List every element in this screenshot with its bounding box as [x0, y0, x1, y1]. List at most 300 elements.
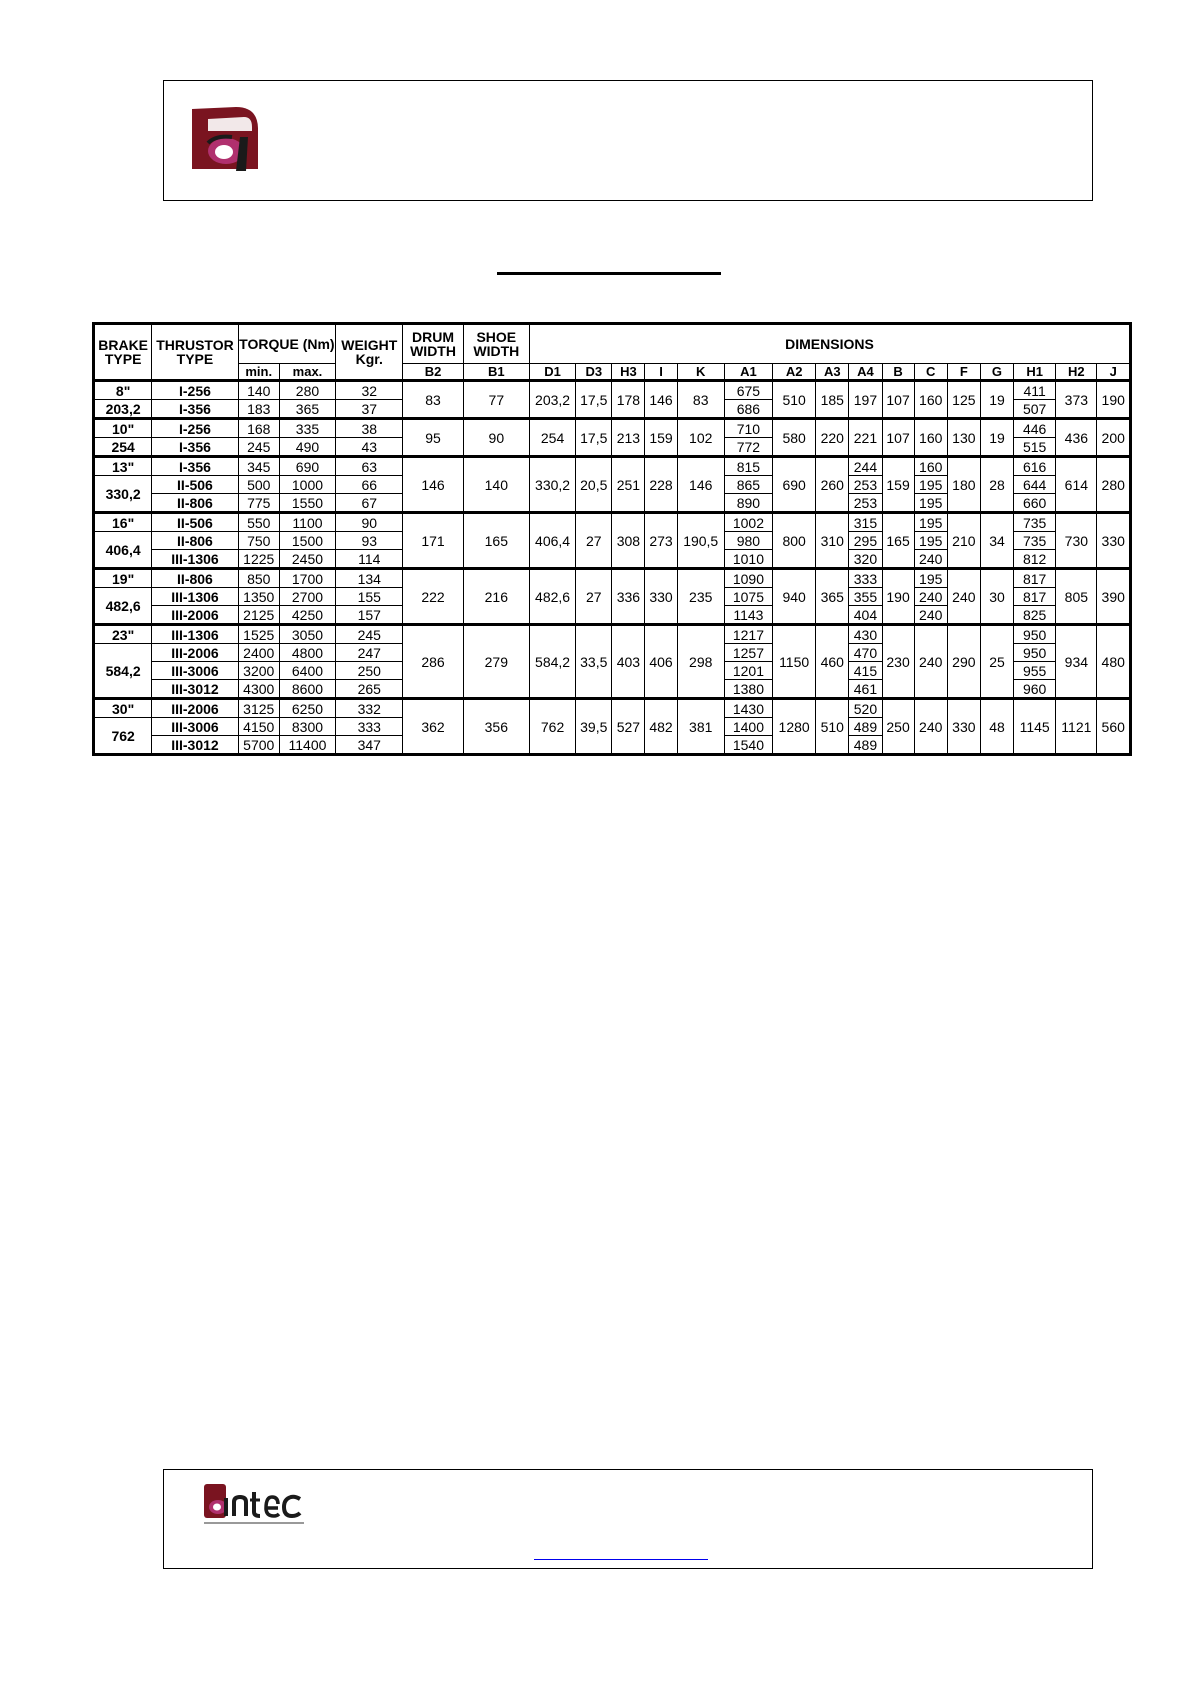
- dim-a4-cell: 315: [849, 513, 882, 532]
- dim-h3-cell: 178: [612, 381, 645, 419]
- dim-c-cell: 195: [914, 513, 947, 532]
- brake-group: [94, 625, 1131, 699]
- brake-size-mm: 584,2: [94, 644, 152, 699]
- antec-a-logo-icon: [186, 101, 263, 176]
- weight-cell: 90: [336, 513, 403, 532]
- dim-k-cell: 381: [677, 699, 724, 755]
- header-b1: B1: [463, 364, 529, 381]
- dim-h2-cell: 934: [1056, 625, 1097, 699]
- dim-a1-cell: 710: [724, 419, 772, 438]
- table-row: [94, 513, 1131, 532]
- brake-size-mm: 762: [94, 718, 152, 755]
- weight-cell: 157: [336, 606, 403, 625]
- dim-a4-cell: 333: [849, 569, 882, 588]
- torque-min-cell: 1525: [238, 625, 279, 644]
- thrustor-type-cell: III-3006: [152, 718, 238, 736]
- dim-h2-cell: 1121: [1056, 699, 1097, 755]
- torque-min-cell: 750: [238, 532, 279, 550]
- brake-size-inch: 19": [94, 569, 152, 588]
- header-dim-i: I: [645, 364, 677, 381]
- dim-a1-cell: 686: [724, 400, 772, 419]
- table-row: [94, 625, 1131, 644]
- dim-a3-cell: 185: [816, 381, 849, 419]
- weight-cell: 67: [336, 494, 403, 513]
- header-dim-d3: D3: [576, 364, 612, 381]
- thrustor-type-cell: I-256: [152, 419, 238, 438]
- brake-size-inch: 23": [94, 625, 152, 644]
- torque-max-cell: 490: [279, 438, 335, 457]
- weight-cell: 63: [336, 457, 403, 476]
- dim-k-cell: 298: [677, 625, 724, 699]
- brake-group: [94, 513, 1131, 569]
- dim-i-cell: 330: [645, 569, 677, 625]
- dim-b-cell: 107: [882, 419, 914, 457]
- torque-min-cell: 3200: [238, 662, 279, 680]
- torque-max-cell: 1550: [279, 494, 335, 513]
- dim-b-cell: 165: [882, 513, 914, 569]
- dim-a4-cell: 295: [849, 532, 882, 550]
- dim-a3-cell: 220: [816, 419, 849, 457]
- dim-a4-cell: 470: [849, 644, 882, 662]
- dim-a2-cell: 1150: [773, 625, 816, 699]
- dim-b1-cell: 356: [463, 699, 529, 755]
- torque-max-cell: 4800: [279, 644, 335, 662]
- thrustor-type-cell: III-1306: [152, 625, 238, 644]
- dim-b2-cell: 171: [403, 513, 463, 569]
- thrustor-type-cell: II-806: [152, 494, 238, 513]
- dim-h1-cell: 960: [1014, 680, 1056, 699]
- brake-size-mm: 406,4: [94, 532, 152, 569]
- dim-d3-cell: 33,5: [576, 625, 612, 699]
- header-dim-a3: A3: [816, 364, 849, 381]
- weight-cell: 38: [336, 419, 403, 438]
- dim-h3-cell: 213: [612, 419, 645, 457]
- dim-h3-cell: 308: [612, 513, 645, 569]
- dim-h1-cell: 1145: [1014, 699, 1056, 755]
- weight-cell: 347: [336, 736, 403, 755]
- dim-a2-cell: 1280: [773, 699, 816, 755]
- thrustor-type-cell: II-806: [152, 532, 238, 550]
- dim-g-cell: 19: [980, 419, 1013, 457]
- dim-a1-cell: 772: [724, 438, 772, 457]
- dim-d3-cell: 39,5: [576, 699, 612, 755]
- dim-a1-cell: 1217: [724, 625, 772, 644]
- dim-a3-cell: 460: [816, 625, 849, 699]
- torque-min-cell: 1350: [238, 588, 279, 606]
- torque-min-cell: 4150: [238, 718, 279, 736]
- thrustor-type-cell: III-2006: [152, 699, 238, 718]
- dim-a4-cell: 244: [849, 457, 882, 476]
- dim-a1-cell: 1201: [724, 662, 772, 680]
- dim-h1-cell: 817: [1014, 588, 1056, 606]
- dim-g-cell: 34: [980, 513, 1013, 569]
- dim-d3-cell: 27: [576, 569, 612, 625]
- dim-d1-cell: 330,2: [529, 457, 575, 513]
- torque-min-cell: 183: [238, 400, 279, 419]
- thrustor-type-cell: II-506: [152, 476, 238, 494]
- dim-a1-cell: 1002: [724, 513, 772, 532]
- header-thrustor-type: THRUSTOR TYPE: [152, 324, 238, 381]
- footer-box: [163, 1469, 1093, 1569]
- dim-a4-cell: 253: [849, 476, 882, 494]
- dim-d1-cell: 482,6: [529, 569, 575, 625]
- torque-max-cell: 365: [279, 400, 335, 419]
- dim-a1-cell: 1075: [724, 588, 772, 606]
- dim-g-cell: 25: [980, 625, 1013, 699]
- dim-a4-cell: 253: [849, 494, 882, 513]
- dim-k-cell: 190,5: [677, 513, 724, 569]
- torque-min-cell: 140: [238, 381, 279, 400]
- thrustor-type-cell: I-356: [152, 457, 238, 476]
- torque-max-cell: 690: [279, 457, 335, 476]
- thrustor-type-cell: III-1306: [152, 588, 238, 606]
- dim-a4-cell: 489: [849, 718, 882, 736]
- weight-cell: 332: [336, 699, 403, 718]
- dim-d1-cell: 254: [529, 419, 575, 457]
- dim-a2-cell: 690: [773, 457, 816, 513]
- dim-h1-cell: 411: [1014, 381, 1056, 400]
- table-row: [94, 699, 1131, 718]
- dim-h3-cell: 403: [612, 625, 645, 699]
- dim-c-cell: 160: [914, 381, 947, 419]
- dim-h1-cell: 507: [1014, 400, 1056, 419]
- header-torque-min: min.: [238, 364, 279, 381]
- weight-cell: 43: [336, 438, 403, 457]
- torque-min-cell: 550: [238, 513, 279, 532]
- header-dim-j: J: [1097, 364, 1131, 381]
- dim-d3-cell: 17,5: [576, 381, 612, 419]
- dim-a1-cell: 1090: [724, 569, 772, 588]
- header-dim-g: G: [980, 364, 1013, 381]
- dim-a4-cell: 430: [849, 625, 882, 644]
- torque-max-cell: 2700: [279, 588, 335, 606]
- header-torque-max: max.: [279, 364, 335, 381]
- dim-h1-cell: 817: [1014, 569, 1056, 588]
- dim-h1-cell: 735: [1014, 513, 1056, 532]
- torque-max-cell: 8300: [279, 718, 335, 736]
- dim-g-cell: 28: [980, 457, 1013, 513]
- header-weight: WEIGHT Kgr.: [336, 324, 403, 381]
- brake-size-mm: 254: [94, 438, 152, 457]
- brake-group: [94, 569, 1131, 625]
- dim-f-cell: 180: [947, 457, 980, 513]
- brake-size-mm: 330,2: [94, 476, 152, 513]
- torque-max-cell: 11400: [279, 736, 335, 755]
- weight-cell: 247: [336, 644, 403, 662]
- dim-f-cell: 290: [947, 625, 980, 699]
- dim-h1-cell: 660: [1014, 494, 1056, 513]
- header-b2: B2: [403, 364, 463, 381]
- brake-spec-table: [92, 322, 1132, 756]
- torque-min-cell: 500: [238, 476, 279, 494]
- dim-f-cell: 240: [947, 569, 980, 625]
- dim-a1-cell: 815: [724, 457, 772, 476]
- torque-max-cell: 335: [279, 419, 335, 438]
- dim-j-cell: 200: [1097, 419, 1131, 457]
- header-dim-b: B: [882, 364, 914, 381]
- dim-a4-cell: 415: [849, 662, 882, 680]
- header-torque: TORQUE (Nm): [238, 324, 335, 364]
- torque-min-cell: 245: [238, 438, 279, 457]
- dim-h3-cell: 336: [612, 569, 645, 625]
- dim-a1-cell: 1430: [724, 699, 772, 718]
- dim-a4-cell: 221: [849, 419, 882, 457]
- dim-d3-cell: 20,5: [576, 457, 612, 513]
- dim-i-cell: 159: [645, 419, 677, 457]
- weight-cell: 333: [336, 718, 403, 736]
- dim-j-cell: 480: [1097, 625, 1131, 699]
- torque-min-cell: 775: [238, 494, 279, 513]
- footer-link[interactable]: [534, 1540, 708, 1560]
- header-dimensions: DIMENSIONS: [529, 324, 1130, 364]
- dim-a1-cell: 1143: [724, 606, 772, 625]
- dim-h1-cell: 950: [1014, 644, 1056, 662]
- dim-f-cell: 130: [947, 419, 980, 457]
- dim-a2-cell: 580: [773, 419, 816, 457]
- dim-h1-cell: 812: [1014, 550, 1056, 569]
- torque-min-cell: 345: [238, 457, 279, 476]
- torque-max-cell: 8600: [279, 680, 335, 699]
- antec-wordmark-logo-icon: [202, 1480, 317, 1530]
- dim-c-cell: 240: [914, 625, 947, 699]
- thrustor-type-cell: II-806: [152, 569, 238, 588]
- dim-h1-cell: 825: [1014, 606, 1056, 625]
- dim-b-cell: 230: [882, 625, 914, 699]
- dim-c-cell: 160: [914, 457, 947, 476]
- dim-h2-cell: 730: [1056, 513, 1097, 569]
- thrustor-type-cell: II-506: [152, 513, 238, 532]
- dim-f-cell: 210: [947, 513, 980, 569]
- dim-b-cell: 107: [882, 381, 914, 419]
- thrustor-type-cell: I-256: [152, 381, 238, 400]
- dim-b1-cell: 77: [463, 381, 529, 419]
- torque-min-cell: 850: [238, 569, 279, 588]
- dim-f-cell: 330: [947, 699, 980, 755]
- dim-h2-cell: 805: [1056, 569, 1097, 625]
- dim-c-cell: 195: [914, 532, 947, 550]
- dim-a4-cell: 320: [849, 550, 882, 569]
- thrustor-type-cell: III-2006: [152, 606, 238, 625]
- torque-min-cell: 168: [238, 419, 279, 438]
- torque-max-cell: 6400: [279, 662, 335, 680]
- dim-a3-cell: 365: [816, 569, 849, 625]
- torque-max-cell: 1000: [279, 476, 335, 494]
- weight-cell: 66: [336, 476, 403, 494]
- header-dim-f: F: [947, 364, 980, 381]
- dim-c-cell: 160: [914, 419, 947, 457]
- header-dim-k: K: [677, 364, 724, 381]
- torque-max-cell: 4250: [279, 606, 335, 625]
- dim-h2-cell: 436: [1056, 419, 1097, 457]
- torque-max-cell: 1100: [279, 513, 335, 532]
- dim-h1-cell: 616: [1014, 457, 1056, 476]
- dim-d1-cell: 203,2: [529, 381, 575, 419]
- dim-j-cell: 560: [1097, 699, 1131, 755]
- thrustor-type-cell: III-1306: [152, 550, 238, 569]
- dim-b1-cell: 216: [463, 569, 529, 625]
- header-dim-a4: A4: [849, 364, 882, 381]
- dim-h1-cell: 644: [1014, 476, 1056, 494]
- dim-k-cell: 146: [677, 457, 724, 513]
- dim-a1-cell: 675: [724, 381, 772, 400]
- weight-cell: 265: [336, 680, 403, 699]
- torque-min-cell: 5700: [238, 736, 279, 755]
- dim-b2-cell: 146: [403, 457, 463, 513]
- table-row: [94, 457, 1131, 476]
- dim-h3-cell: 527: [612, 699, 645, 755]
- torque-max-cell: 1700: [279, 569, 335, 588]
- dim-a3-cell: 260: [816, 457, 849, 513]
- dim-a4-cell: 404: [849, 606, 882, 625]
- dim-b1-cell: 165: [463, 513, 529, 569]
- dim-h1-cell: 950: [1014, 625, 1056, 644]
- dim-b2-cell: 286: [403, 625, 463, 699]
- dim-c-cell: 240: [914, 699, 947, 755]
- title-underline: [497, 272, 721, 275]
- weight-cell: 114: [336, 550, 403, 569]
- dim-a1-cell: 1540: [724, 736, 772, 755]
- dim-a1-cell: 980: [724, 532, 772, 550]
- dim-d3-cell: 27: [576, 513, 612, 569]
- dim-c-cell: 195: [914, 569, 947, 588]
- thrustor-type-cell: III-3006: [152, 662, 238, 680]
- dim-j-cell: 390: [1097, 569, 1131, 625]
- dim-b2-cell: 83: [403, 381, 463, 419]
- dim-g-cell: 30: [980, 569, 1013, 625]
- torque-max-cell: 6250: [279, 699, 335, 718]
- thrustor-type-cell: III-3012: [152, 680, 238, 699]
- thrustor-type-cell: I-356: [152, 400, 238, 419]
- torque-min-cell: 1225: [238, 550, 279, 569]
- table-row: [94, 569, 1131, 588]
- dim-b-cell: 250: [882, 699, 914, 755]
- brake-size-inch: 16": [94, 513, 152, 532]
- torque-max-cell: 280: [279, 381, 335, 400]
- dim-b2-cell: 362: [403, 699, 463, 755]
- dim-i-cell: 273: [645, 513, 677, 569]
- dim-d1-cell: 584,2: [529, 625, 575, 699]
- table-row: [94, 419, 1131, 438]
- dim-d3-cell: 17,5: [576, 419, 612, 457]
- header-dim-h2: H2: [1056, 364, 1097, 381]
- header-dim-a2: A2: [773, 364, 816, 381]
- dim-h2-cell: 373: [1056, 381, 1097, 419]
- dim-k-cell: 102: [677, 419, 724, 457]
- dim-h3-cell: 251: [612, 457, 645, 513]
- dim-a1-cell: 1257: [724, 644, 772, 662]
- dim-b1-cell: 90: [463, 419, 529, 457]
- thrustor-type-cell: I-356: [152, 438, 238, 457]
- brake-size-mm: 203,2: [94, 400, 152, 419]
- dim-c-cell: 195: [914, 494, 947, 513]
- dim-a2-cell: 510: [773, 381, 816, 419]
- dim-c-cell: 240: [914, 550, 947, 569]
- header-dim-h3: H3: [612, 364, 645, 381]
- table-row: [94, 381, 1131, 400]
- header-shoe-width: SHOE WIDTH: [463, 324, 529, 364]
- weight-cell: 93: [336, 532, 403, 550]
- header-brake-type: BRAKE TYPE: [94, 324, 152, 381]
- weight-cell: 245: [336, 625, 403, 644]
- dim-j-cell: 190: [1097, 381, 1131, 419]
- dim-b1-cell: 279: [463, 625, 529, 699]
- brake-size-inch: 8": [94, 381, 152, 400]
- dim-a3-cell: 510: [816, 699, 849, 755]
- torque-max-cell: 1500: [279, 532, 335, 550]
- dim-h1-cell: 735: [1014, 532, 1056, 550]
- torque-min-cell: 4300: [238, 680, 279, 699]
- brake-group: [94, 419, 1131, 457]
- dim-a4-cell: 355: [849, 588, 882, 606]
- header-dim-d1: D1: [529, 364, 575, 381]
- dim-a1-cell: 1380: [724, 680, 772, 699]
- brake-size-inch: 30": [94, 699, 152, 718]
- dim-a4-cell: 197: [849, 381, 882, 419]
- dim-a2-cell: 940: [773, 569, 816, 625]
- brake-size-mm: 482,6: [94, 588, 152, 625]
- brake-size-inch: 10": [94, 419, 152, 438]
- dim-k-cell: 235: [677, 569, 724, 625]
- header-dim-c: C: [914, 364, 947, 381]
- dim-f-cell: 125: [947, 381, 980, 419]
- brake-size-inch: 13": [94, 457, 152, 476]
- weight-cell: 155: [336, 588, 403, 606]
- dim-d1-cell: 762: [529, 699, 575, 755]
- dim-a4-cell: 461: [849, 680, 882, 699]
- dim-b2-cell: 222: [403, 569, 463, 625]
- dim-h2-cell: 614: [1056, 457, 1097, 513]
- thrustor-type-cell: III-2006: [152, 644, 238, 662]
- dim-i-cell: 406: [645, 625, 677, 699]
- dim-a4-cell: 520: [849, 699, 882, 718]
- dim-b-cell: 190: [882, 569, 914, 625]
- weight-cell: 37: [336, 400, 403, 419]
- header-drum-width: DRUM WIDTH: [403, 324, 463, 364]
- brake-group: [94, 699, 1131, 755]
- dim-i-cell: 482: [645, 699, 677, 755]
- dim-c-cell: 240: [914, 606, 947, 625]
- dim-c-cell: 195: [914, 476, 947, 494]
- dim-b2-cell: 95: [403, 419, 463, 457]
- dim-k-cell: 83: [677, 381, 724, 419]
- dim-a3-cell: 310: [816, 513, 849, 569]
- dim-a1-cell: 890: [724, 494, 772, 513]
- dim-a1-cell: 1400: [724, 718, 772, 736]
- dim-b-cell: 159: [882, 457, 914, 513]
- header-box: [163, 80, 1093, 201]
- dim-j-cell: 330: [1097, 513, 1131, 569]
- weight-cell: 32: [336, 381, 403, 400]
- dim-h1-cell: 446: [1014, 419, 1056, 438]
- torque-min-cell: 3125: [238, 699, 279, 718]
- torque-min-cell: 2400: [238, 644, 279, 662]
- weight-cell: 134: [336, 569, 403, 588]
- dim-h1-cell: 515: [1014, 438, 1056, 457]
- thrustor-type-cell: III-3012: [152, 736, 238, 755]
- dim-i-cell: 146: [645, 381, 677, 419]
- dim-i-cell: 228: [645, 457, 677, 513]
- dim-j-cell: 280: [1097, 457, 1131, 513]
- brake-group: [94, 457, 1131, 513]
- torque-min-cell: 2125: [238, 606, 279, 625]
- brake-group: [94, 381, 1131, 419]
- dim-g-cell: 19: [980, 381, 1013, 419]
- header-dim-a1: A1: [724, 364, 772, 381]
- dim-a2-cell: 800: [773, 513, 816, 569]
- dim-h1-cell: 955: [1014, 662, 1056, 680]
- dim-a1-cell: 865: [724, 476, 772, 494]
- torque-max-cell: 2450: [279, 550, 335, 569]
